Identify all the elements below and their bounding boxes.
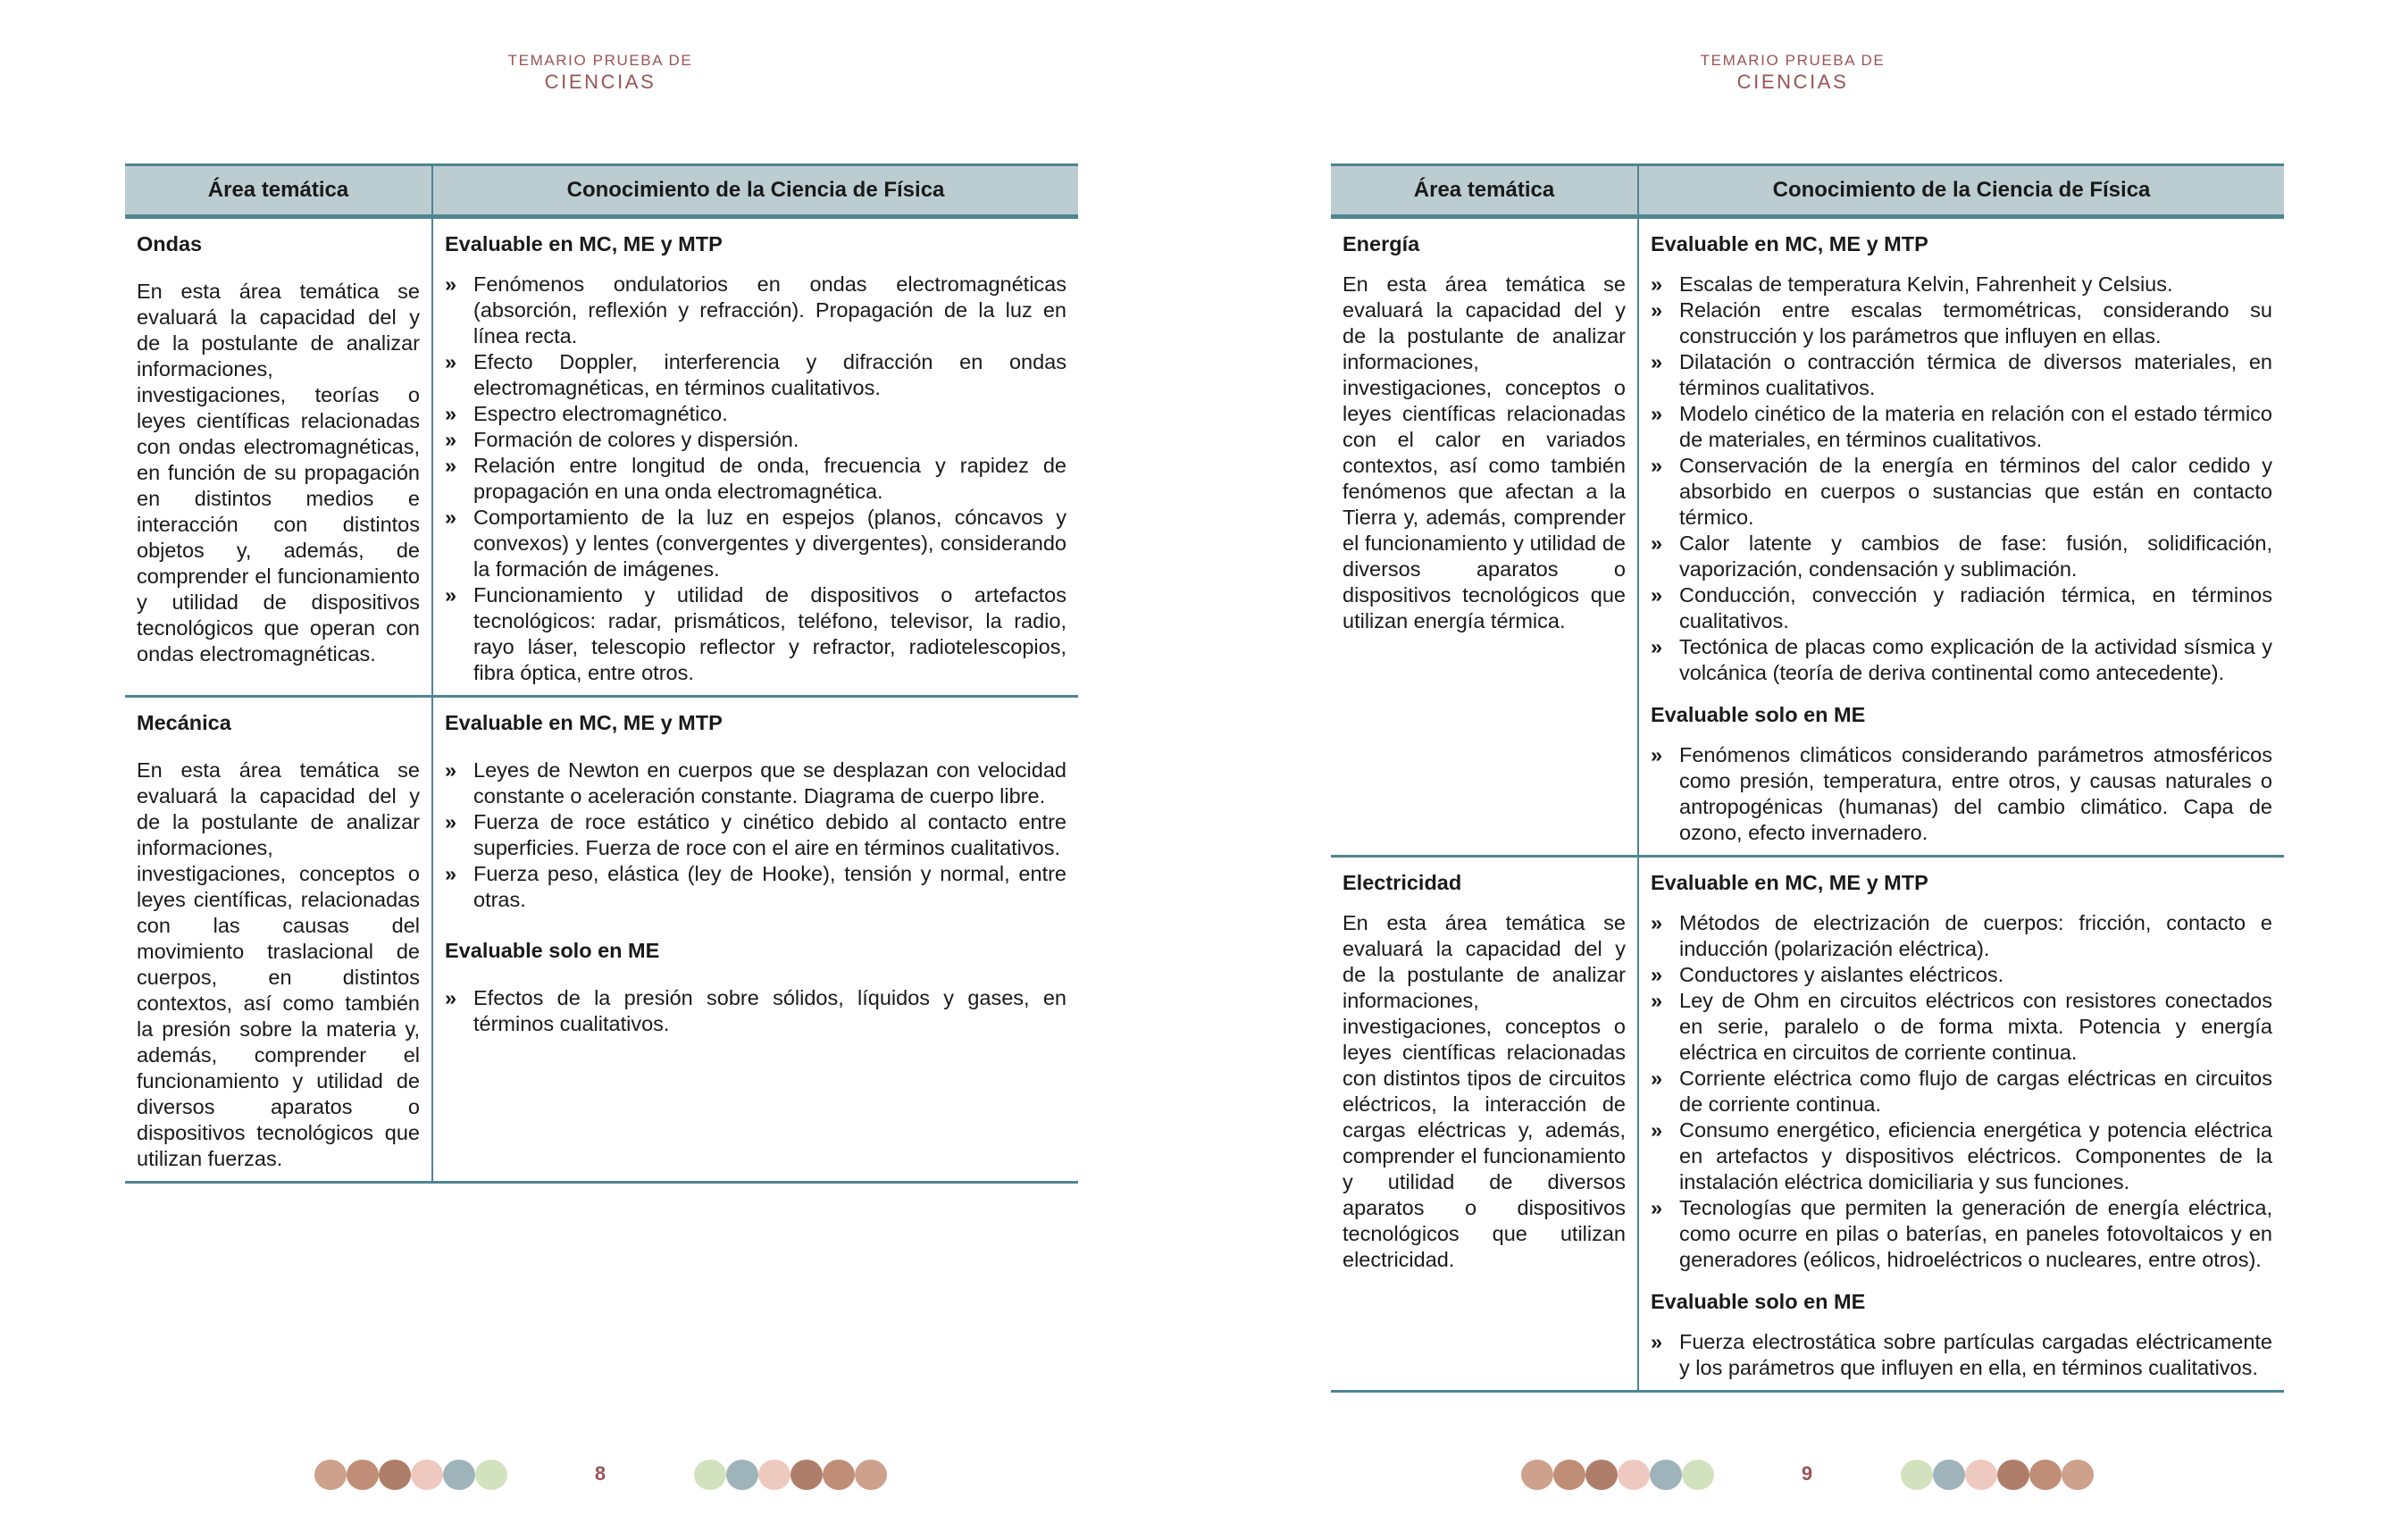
table-row — [1331, 857, 2284, 1392]
dot-icon — [1997, 1460, 2029, 1490]
list-item: » Espectro electromagnético. — [445, 402, 728, 425]
section-title: Evaluable en MC, ME y MTP — [445, 711, 723, 734]
list-item: » Escalas de temperatura Kelvin, Fahrenheit y Celsius. — [1651, 272, 2173, 296]
knowledge-cell — [1638, 217, 2284, 857]
dot-icon — [2062, 1460, 2094, 1490]
header-area: Área temática — [1331, 165, 1638, 217]
decorative-dots-left — [314, 1460, 507, 1490]
list-item: » Leyes de Newton en cuerpos que se desplazan con velocidad constante o aceleración constante. Diagrama de cuerpo libre. — [445, 758, 1067, 808]
bullet-list — [1651, 742, 2272, 846]
area-description: En esta área temática se evaluará la capacidad del y de la postulante de analizar informaciones, investigaciones, teorías o leyes científicas relacionadas con ondas electromagnéticas, en función de su propagación en distintos medios e interacción con distintos objetos y, además, de comprender el funcionamiento y utilidad de dispositivos tecnológicos que operan con ondas electromagnéticas. — [137, 280, 420, 665]
list-item: » Dilatación o contracción térmica de diversos materiales, en términos cualitativos. — [1651, 350, 2272, 399]
running-head-line2: CIENCIAS — [1736, 71, 1849, 93]
area-cell — [125, 697, 432, 1183]
syllabus-table — [125, 163, 1078, 1184]
bullet-icon: » — [1651, 635, 1663, 658]
dot-icon — [1553, 1460, 1585, 1490]
dot-icon — [1682, 1460, 1714, 1490]
syllabus-table — [1331, 163, 2284, 1393]
list-item: » Fenómenos climáticos considerando parámetros atmosféricos como presión, temperatura, entre otros, y causas naturales o antropogénicas (humanas) del cambio climático. Capa de ozono, efecto invernadero. — [1651, 743, 2272, 844]
section-title: Evaluable en MC, ME y MTP — [1651, 232, 1928, 255]
table-row — [125, 697, 1078, 1183]
bullet-icon: » — [1651, 402, 1663, 425]
running-head-line1: TEMARIO PRUEBA DE — [1700, 52, 1886, 69]
list-item: » Corriente eléctrica como flujo de cargas eléctricas en circuitos de corriente continua. — [1651, 1067, 2272, 1116]
running-head — [1192, 52, 2384, 95]
decorative-dots-right — [1901, 1460, 2094, 1490]
dot-icon — [1650, 1460, 1682, 1490]
bullet-list — [445, 985, 1067, 1037]
section-title: Evaluable en MC, ME y MTP — [1651, 871, 1928, 894]
page-footer — [1192, 1460, 2384, 1492]
dot-icon — [823, 1460, 855, 1490]
bullet-icon: » — [445, 428, 457, 451]
list-item: » Conducción, convección y radiación térmica, en términos cualitativos. — [1651, 583, 2272, 632]
decorative-dots-right — [694, 1460, 887, 1490]
bullet-icon: » — [1651, 350, 1663, 373]
dot-icon — [1901, 1460, 1933, 1490]
running-head-line2: CIENCIAS — [544, 71, 657, 93]
dot-icon — [726, 1460, 758, 1490]
running-head-line1: TEMARIO PRUEBA DE — [507, 52, 693, 69]
list-item: » Consumo energético, eficiencia energética y potencia eléctrica en artefactos y dispositivos eléctricos. Componentes de la instalación eléctrica domiciliaria y sus funciones. — [1651, 1118, 2272, 1193]
area-title: Mecánica — [137, 711, 231, 734]
decorative-dots-left — [1521, 1460, 1714, 1490]
bullet-icon: » — [445, 583, 457, 607]
bullet-icon: » — [1651, 963, 1663, 986]
bullet-icon: » — [445, 272, 457, 296]
dot-icon — [1521, 1460, 1553, 1490]
area-description: En esta área temática se evaluará la capacidad del y de la postulante de analizar informaciones, investigaciones, conceptos o leyes científicas relacionadas con distintos tipos de circuitos eléctricos, la interacción de cargas eléctricas y, además, comprender el funcionamiento y utilidad de diversos aparatos o dispositivos tecnológicos que utilizan electricidad. — [1343, 911, 1626, 1271]
bullet-list — [1651, 910, 2272, 1273]
list-item: » Formación de colores y dispersión. — [445, 428, 799, 451]
dot-icon — [1965, 1460, 1997, 1490]
area-cell — [1331, 217, 1638, 857]
table-row — [125, 217, 1078, 697]
list-item: » Calor latente y cambios de fase: fusión, solidificación, vaporización, condensación y sublimación. — [1651, 531, 2272, 581]
dot-icon — [314, 1460, 347, 1490]
bullet-icon: » — [445, 758, 457, 782]
dot-icon — [694, 1460, 726, 1490]
list-item: » Conservación de la energía en términos del calor cedido y absorbido en cuerpos o sustancias que están en contacto térmico. — [1651, 454, 2272, 529]
bullet-list — [445, 272, 1067, 686]
dot-icon — [758, 1460, 790, 1490]
running-head — [0, 52, 1200, 95]
area-cell — [1331, 857, 1638, 1392]
bullet-icon: » — [445, 402, 457, 425]
bullet-icon: » — [1651, 531, 1663, 555]
list-item: » Métodos de electrización de cuerpos: fricción, contacto e inducción (polarización eléctrica). — [1651, 911, 2272, 960]
section-title: Evaluable solo en ME — [1651, 703, 1866, 726]
bullet-icon: » — [445, 986, 457, 1009]
list-item: » Fuerza peso, elástica (ley de Hooke), tensión y normal, entre otras. — [445, 862, 1067, 911]
dot-icon — [475, 1460, 507, 1490]
knowledge-cell — [432, 217, 1078, 697]
dot-icon — [2029, 1460, 2062, 1490]
header-knowledge: Conocimiento de la Ciencia de Física — [1638, 165, 2284, 217]
dot-icon — [1618, 1460, 1650, 1490]
section-title: Evaluable solo en ME — [445, 939, 660, 962]
area-description: En esta área temática se evaluará la capacidad del y de la postulante de analizar informaciones, investigaciones, conceptos o leyes científicas, relacionadas con las causas del movimiento traslacional de cuerpos, en distintos contextos, así como también la presión sobre la materia y, además, comprender el funcionamiento y utilidad de diversos aparatos o dispositivos tecnológicos que utilizan fuerzas. — [137, 758, 420, 1170]
bullet-icon: » — [1651, 1330, 1663, 1353]
bullet-icon: » — [445, 506, 457, 529]
page-number: 8 — [594, 1462, 606, 1485]
page-footer — [0, 1460, 1192, 1492]
list-item: » Fuerza electrostática sobre partículas cargadas eléctricamente y los parámetros que influyen en ella, en términos cualitativos. — [1651, 1330, 2272, 1379]
table-header-row — [125, 165, 1078, 217]
dot-icon — [443, 1460, 475, 1490]
bullet-icon: » — [1651, 298, 1663, 322]
list-item: » Efectos de la presión sobre sólidos, líquidos y gases, en términos cualitativos. — [445, 986, 1067, 1035]
dot-icon — [411, 1460, 443, 1490]
bullet-icon: » — [1651, 1118, 1663, 1142]
dot-icon — [855, 1460, 887, 1490]
dot-icon — [1933, 1460, 1965, 1490]
bullet-icon: » — [445, 454, 457, 477]
list-item: » Relación entre escalas termométricas, considerando su construcción y los parámetros que influyen en ellas. — [1651, 298, 2272, 347]
bullet-icon: » — [1651, 1196, 1663, 1219]
list-item: » Conductores y aislantes eléctricos. — [1651, 963, 2004, 986]
bullet-icon: » — [1651, 743, 1663, 766]
header-area: Área temática — [125, 165, 432, 217]
bullet-icon: » — [445, 862, 457, 885]
bullet-icon: » — [1651, 272, 1663, 296]
bullet-icon: » — [445, 350, 457, 373]
area-title: Ondas — [137, 232, 203, 255]
list-item: » Tecnologías que permiten la generación de energía eléctrica, como ocurre en pilas o baterías, en paneles fotovoltaicos y en generadores (eólicos, hidroeléctricos o nucleares, entre otros). — [1651, 1196, 2272, 1271]
list-item: » Fenómenos ondulatorios en ondas electromagnéticas (absorción, reflexión y refracción). Propagación de la luz en línea recta. — [445, 272, 1067, 347]
bullet-list — [1651, 1329, 2272, 1381]
section-title: Evaluable en MC, ME y MTP — [445, 232, 723, 255]
dot-icon — [347, 1460, 379, 1490]
dot-icon — [1585, 1460, 1618, 1490]
area-title: Energía — [1343, 232, 1420, 255]
area-cell — [125, 217, 432, 697]
table-header-row — [1331, 165, 2284, 217]
section-title: Evaluable solo en ME — [1651, 1290, 1866, 1313]
list-item: » Ley de Ohm en circuitos eléctricos con resistores conectados en serie, paralelo o de forma mixta. Potencia y energía eléctrica en circuitos de corriente continua. — [1651, 989, 2272, 1064]
bullet-icon: » — [1651, 454, 1663, 477]
page-number: 9 — [1801, 1462, 1813, 1485]
list-item: » Tectónica de placas como explicación de la actividad sísmica y volcánica (teoría de deriva continental como antecedente). — [1651, 635, 2272, 684]
dot-icon — [379, 1460, 411, 1490]
bullet-list — [1651, 272, 2272, 686]
area-title: Electricidad — [1343, 871, 1462, 894]
knowledge-cell — [432, 697, 1078, 1183]
bullet-list — [445, 757, 1067, 913]
list-item: » Modelo cinético de la materia en relación con el estado térmico de materiales, en términos cualitativos. — [1651, 402, 2272, 451]
bullet-icon: » — [1651, 911, 1663, 934]
list-item: » Efecto Doppler, interferencia y difracción en ondas electromagnéticas, en términos cualitativos. — [445, 350, 1067, 399]
bullet-icon: » — [1651, 583, 1663, 607]
header-knowledge: Conocimiento de la Ciencia de Física — [432, 165, 1078, 217]
area-description: En esta área temática se evaluará la capacidad del y de la postulante de analizar informaciones, investigaciones, conceptos o leyes científicas relacionadas con el calor en variados contextos, así como también fenómenos que afectan a la Tierra y, además, comprender el funcionamiento y utilidad de diversos aparatos o dispositivos tecnológicos que utilizan energía térmica. — [1343, 272, 1626, 632]
bullet-icon: » — [445, 810, 457, 833]
list-item: » Fuerza de roce estático y cinético debido al contacto entre superficies. Fuerza de roce con el aire en términos cualitativos. — [445, 810, 1067, 859]
list-item: » Funcionamiento y utilidad de dispositivos o artefactos tecnológicos: radar, prismáticos, teléfono, televisor, la radio, rayo láser, telescopio reflector y refractor, radiotelescopios, fibra óptica, entre otros. — [445, 583, 1067, 684]
bullet-icon: » — [1651, 989, 1663, 1012]
list-item: » Comportamiento de la luz en espejos (planos, cóncavos y convexos) y lentes (convergentes y divergentes), considerando la formación de imágenes. — [445, 506, 1067, 581]
bullet-icon: » — [1651, 1067, 1663, 1090]
dot-icon — [790, 1460, 823, 1490]
list-item: » Relación entre longitud de onda, frecuencia y rapidez de propagación en una onda electromagnética. — [445, 454, 1067, 503]
page-9 — [1192, 0, 2384, 1540]
table-row — [1331, 217, 2284, 857]
knowledge-cell — [1638, 857, 2284, 1392]
